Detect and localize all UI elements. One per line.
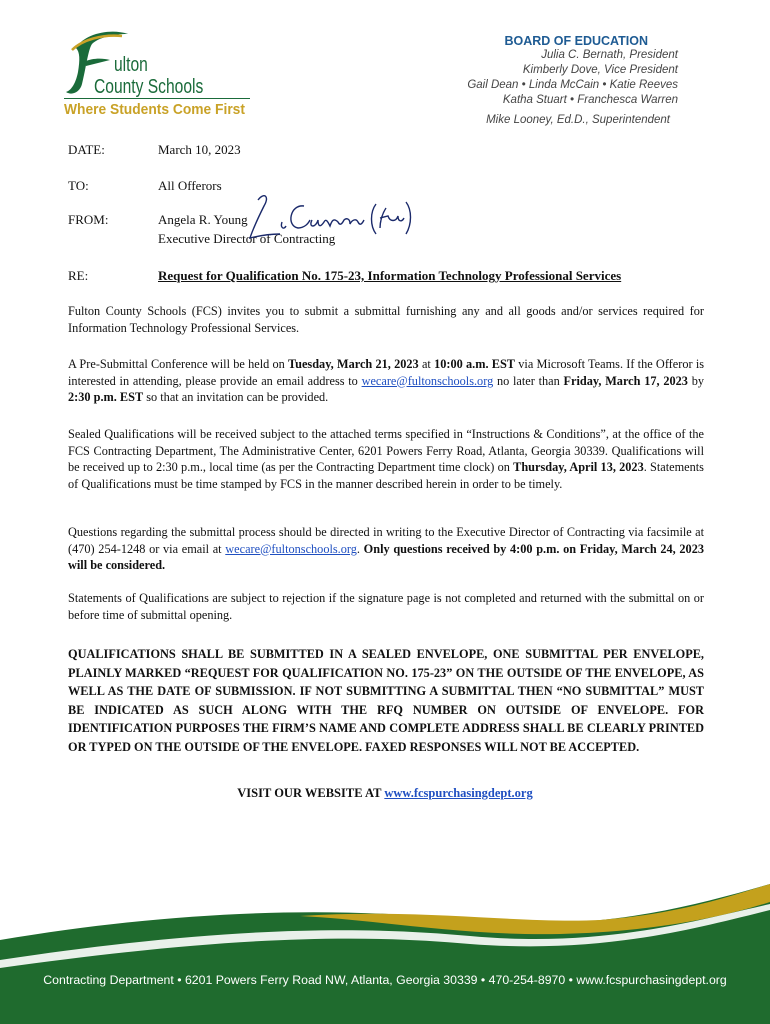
from-title: Executive Director of Contracting: [158, 231, 336, 246]
website-link[interactable]: www.fcspurchasingdept.org: [384, 786, 533, 800]
text-span: .: [356, 541, 364, 556]
text-span: by: [687, 373, 704, 388]
logo-word-county-schools: County Schools: [94, 76, 204, 98]
paragraph-invitation: Fulton County Schools (FCS) invites you to submit a submittal furnishing any and all goods and/or services required for Information Technology Professional Services.: [68, 304, 704, 335]
date-value: March 10, 2023: [158, 142, 241, 157]
email-link[interactable]: wecare@fultonschools.org: [225, 541, 357, 556]
date-label: DATE:: [68, 142, 105, 157]
due-date: Thursday, April 13, 2023: [513, 460, 644, 474]
logo-tagline: Where Students Come First: [64, 101, 245, 118]
re-label: RE:: [68, 268, 89, 283]
text-span: at: [418, 357, 435, 371]
questions-deadline: Only questions received by 4:00 p.m. on Friday, March 24, 2023 will be considered.: [68, 541, 704, 572]
handwritten-signature: [246, 192, 416, 244]
board-member-line: Julia C. Bernath, President: [541, 49, 678, 61]
from-name: Angela R. Young: [158, 212, 248, 227]
rsvp-time: 2:30 p.m. EST: [68, 390, 144, 404]
text-span: no later than: [493, 373, 564, 388]
from-label: FROM:: [68, 212, 109, 227]
email-link[interactable]: wecare@fultonschools.org: [361, 373, 494, 388]
text-span: . Statements of Qualifications must be time stamped by FCS in the manner described herein in order to be timely.: [68, 460, 704, 491]
logo-divider: [64, 98, 250, 99]
paragraph-questions: [68, 524, 704, 574]
board-member-line: Kimberly Dove, Vice President: [522, 64, 678, 76]
re-value: Request for Qualification No. 175-23, Information Technology Professional Services: [158, 268, 622, 283]
board-member-line: Gail Dean • Linda McCain • Katie Reeves: [467, 79, 678, 91]
conference-time: 10:00 a.m. EST: [434, 357, 516, 371]
footer-contact: Contracting Department • 6201 Powers Ferry Road NW, Atlanta, Georgia 30339 • 470-254-8970 • www.fcspurchasingdept.org: [43, 973, 727, 987]
paragraph-submission-instructions: QUALIFICATIONS SHALL BE SUBMITTED IN A SEALED ENVELOPE, ONE SUBMITTAL PER ENVELOPE, PLAINLY MARKED “REQUEST FOR QUALIFICATION NO. 175-23” ON THE OUTSIDE OF THE ENVELOPE, AS WELL AS THE DATE OF SUBMISSION. IF NOT SUBMITTING A SUBMITTAL THEN “NO SUBMITTAL” MUST BE INDICATED AS SUCH ALONG WITH THE RFQ NUMBER ON OUTSIDE OF ENVELOPE. FOR IDENTIFICATION PURPOSES THE FIRM’S NAME AND COMPLETE ADDRESS SHALL BE CLEARLY PRINTED OR TYPED ON THE OUTSIDE OF THE ENVELOPE. FAXED RESPONSES WILL NOT BE ACCEPTED.: [68, 647, 704, 754]
board-of-education-block: [358, 34, 678, 126]
text-span: A Pre-Submittal Conference will be held on: [68, 357, 289, 371]
text-span: Questions regarding the submittal process should be directed in writing to the Executive Director of Contracting via facsimile at (470) 254-1248 or via email at: [68, 525, 704, 556]
text-span: so that an invitation can be provided.: [143, 390, 329, 404]
to-value: All Offerors: [158, 178, 222, 193]
logo-word-ulton: ulton: [114, 54, 148, 76]
to-label: TO:: [68, 178, 89, 193]
paragraph-pre-submittal: [68, 356, 704, 406]
rsvp-date: Friday, March 17, 2023: [563, 373, 688, 388]
conference-date: Tuesday, March 21, 2023: [288, 357, 419, 371]
paragraph-rejection: Statements of Qualifications are subject to rejection if the signature page is not completed and returned with the submittal on or before time of submittal opening.: [68, 591, 704, 622]
paragraph-sealed-qualifications: [68, 426, 704, 492]
superintendent-line: Mike Looney, Ed.D., Superintendent: [486, 114, 670, 126]
text-span: Sealed Qualifications will be received subject to the attached terms specified in “Instructions & Conditions”, at the office of the FCS Contracting Department, The Administrative Center, 6201 Powers Ferry Road, Atlanta, Georgia 30339. Qualifications will be received up to 2:30 p.m., local time (as per the Contracting Department time clock) on: [68, 427, 704, 474]
board-member-line: Katha Stuart • Franchesca Warren: [502, 94, 678, 106]
fulton-county-schools-logo: [62, 28, 262, 128]
text-span: via Microsoft Teams. If the Offeror is interested in attending, please provide an email address to: [68, 357, 705, 388]
website-line: [0, 786, 770, 801]
footer-wave: [0, 880, 770, 1024]
board-title: BOARD OF EDUCATION: [504, 34, 648, 48]
visit-label: VISIT OUR WEBSITE AT: [237, 786, 385, 800]
